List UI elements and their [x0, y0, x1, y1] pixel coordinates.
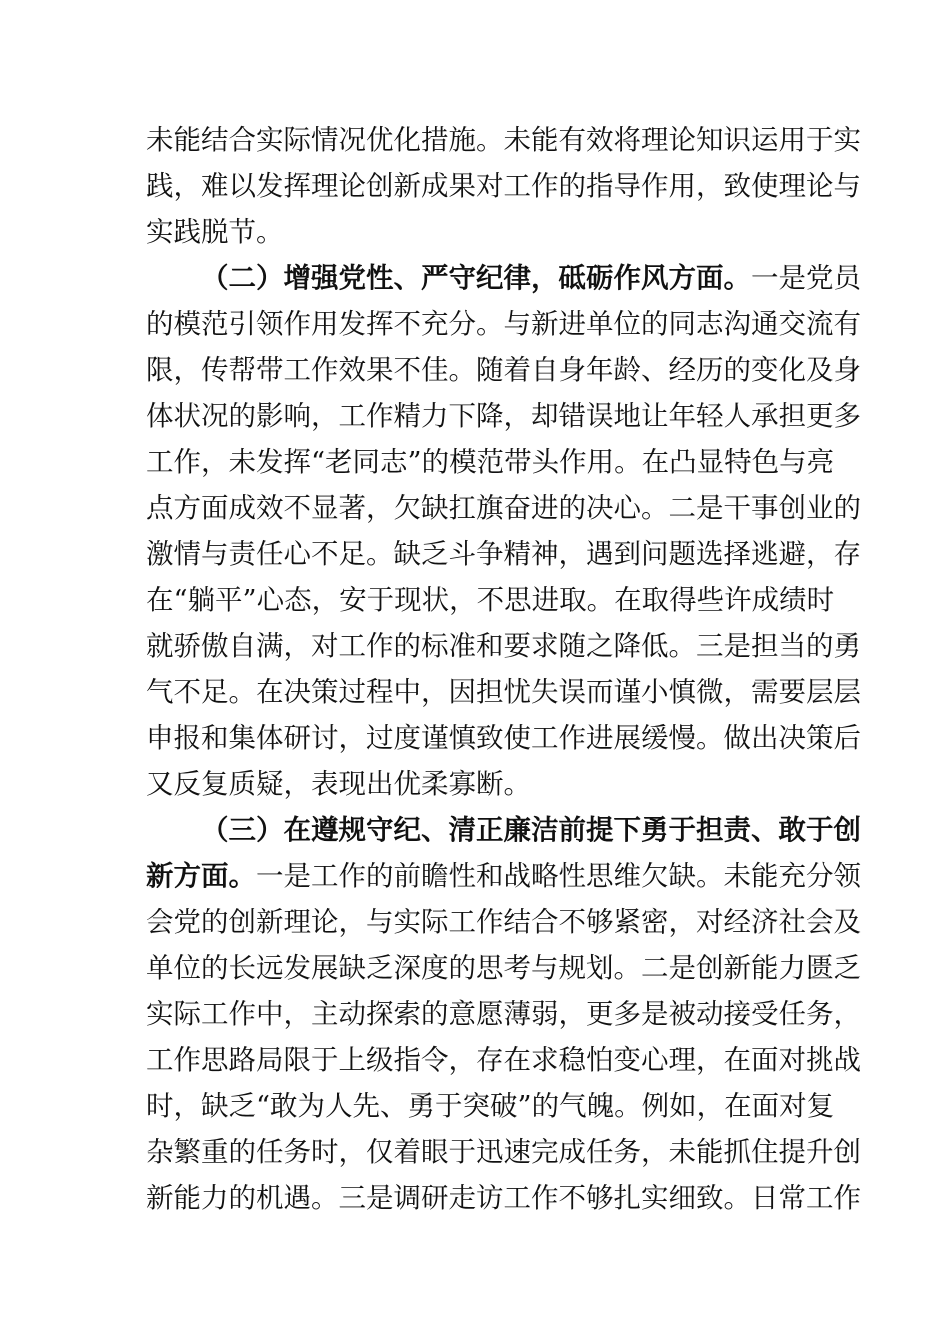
text-line: 实践脱节。: [146, 216, 284, 248]
text-line: 气不足。在决策过程中，因担忧失误而谨小慎微，需要层层: [146, 676, 861, 708]
text-run: 一是党员: [751, 262, 861, 294]
text-line: 践，难以发挥理论创新成果对工作的指导作用，致使理论与: [146, 170, 861, 202]
text-line: 杂繁重的任务时，仅着眼于迅速完成任务，未能抓住提升创: [146, 1136, 861, 1168]
section-heading-continued: 新方面。: [146, 860, 256, 892]
text-line: 就骄傲自满，对工作的标准和要求随之降低。三是担当的勇: [146, 630, 861, 662]
text-line: 体状况的影响，工作精力下降，却错误地让年轻人承担更多: [146, 400, 861, 432]
text-line: 点方面成效不显著，欠缺扛旗奋进的决心。二是干事创业的: [146, 492, 861, 524]
text-line: 激情与责任心不足。缺乏斗争精神，遇到问题选择逃避，存: [146, 538, 861, 570]
text-line: 在“躺平”心态，安于现状，不思进取。在取得些许成绩时: [146, 584, 835, 616]
text-line: 时，缺乏“敢为人先、勇于突破”的气魄。例如，在面对复: [146, 1090, 835, 1122]
text-line: 未能结合实际情况优化措施。未能有效将理论知识运用于实: [146, 124, 861, 156]
text-line: 会党的创新理论，与实际工作结合不够紧密，对经济社会及: [146, 906, 861, 938]
text-line: 单位的长远发展缺乏深度的思考与规划。二是创新能力匮乏: [146, 952, 861, 984]
section-heading: （三）在遵规守纪、清正廉洁前提下勇于担责、敢于创: [201, 814, 861, 846]
text-line: 限，传帮带工作效果不佳。随着自身年龄、经历的变化及身: [146, 354, 861, 386]
text-line: 实际工作中，主动探索的意愿薄弱，更多是被动接受任务，: [146, 998, 861, 1030]
text-line: 又反复质疑，表现出优柔寡断。: [146, 768, 531, 800]
paragraph-heading-line: [201, 807, 861, 853]
paragraph-heading-line: [201, 255, 861, 301]
section-heading: （二）增强党性、严守纪律，砥砺作风方面。: [201, 262, 751, 294]
text-line: 工作，未发挥“老同志”的模范带头作用。在凸显特色与亮: [146, 446, 835, 478]
text-run: 一是工作的前瞻性和战略性思维欠缺。未能充分领: [256, 860, 861, 892]
text-line: 的模范引领作用发挥不充分。与新进单位的同志沟通交流有: [146, 308, 861, 340]
text-line: [146, 853, 861, 899]
text-line: 申报和集体研讨，过度谨慎致使工作进展缓慢。做出决策后: [146, 722, 861, 754]
text-line: 工作思路局限于上级指令，存在求稳怕变心理，在面对挑战: [146, 1044, 861, 1076]
text-line: 新能力的机遇。三是调研走访工作不够扎实细致。日常工作: [146, 1182, 861, 1214]
